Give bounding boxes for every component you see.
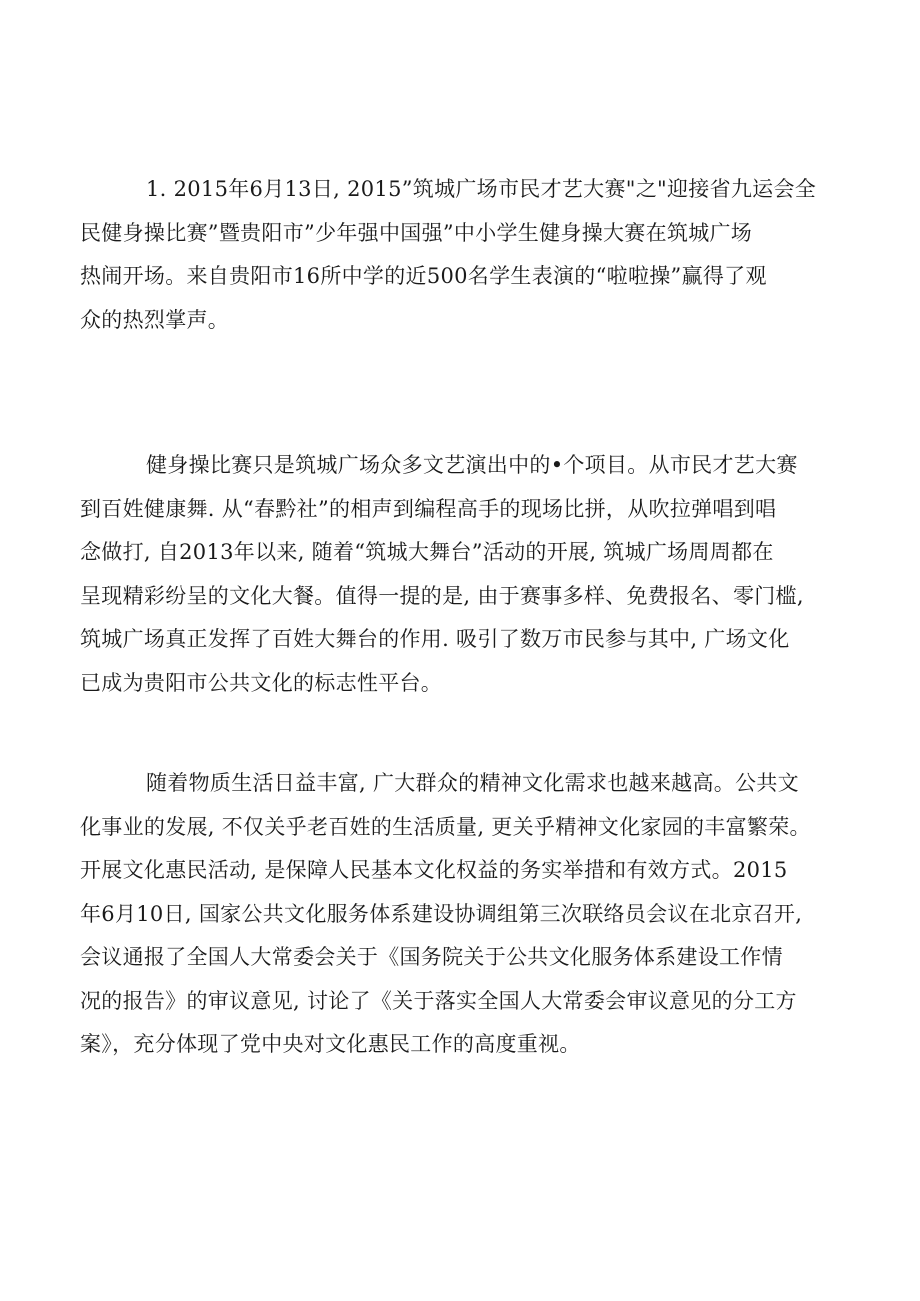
paragraph-line: 念做打, 自2013年以来, 随着“筑城大舞台”活动的开展, 筑城广场周周都在 — [80, 540, 774, 564]
paragraph-line: 筑城广场真正发挥了百姓大舞台的作用. 吸引了数万市民参与其中, 广场文化 — [80, 627, 790, 651]
paragraph-line: 随着物质生活日益丰富, 广大群众的精神文化需求也越来越高。公共文 — [146, 771, 799, 795]
paragraph-line: 呈现精彩纷呈的文化大餐。值得一提的是, 由于赛事多样、免费报名、零门槛, — [80, 583, 804, 608]
paragraph-line: 众的热烈掌声。 — [80, 307, 230, 332]
paragraph-line: 已成为贵阳市公共文化的标志性平台。 — [80, 670, 443, 695]
paragraph-line: 开展文化惠民活动, 是保障人民基本文化权益的务实举措和有效方式。2015 — [80, 858, 788, 882]
paragraph-line: 况的报告》的审议意见, 讨论了《关于落实全国人大常委会审议意见的分工方 — [80, 988, 797, 1013]
paragraph-line: 民健身操比赛”暨贵阳市”少年强中国强”中小学生健身操大赛在筑城广场 — [80, 220, 753, 245]
paragraph-3 — [80, 762, 840, 1067]
paragraph-line: 年6月10日, 国家公共文化服务体系建设协调组第三次联络员会议在北京召开, — [80, 901, 803, 926]
paragraph-line: 热闹开场。来自贵阳市16所中学的近500名学生表演的“啦啦操”赢得了观 — [80, 264, 767, 288]
paragraph-line: 化事业的发展, 不仅关乎老百姓的生活质量, 更关乎精神文化家园的丰富繁荣。 — [80, 814, 811, 839]
paragraph-line: 1. 2015年6月13日, 2015”筑城广场市民才艺大赛"之"迎接省九运会全 — [146, 177, 817, 201]
paragraph-2 — [80, 444, 840, 705]
paragraph-1 — [80, 168, 840, 342]
paragraph-line: 健身操比赛只是筑城广场众多文艺演出中的•个项目。从市民才艺大赛 — [146, 453, 798, 477]
paragraph-line: 案》，充分体现了党中央对文化惠民工作的高度重视。 — [80, 1032, 581, 1056]
paragraph-line: 到百姓健康舞. 从“春黔社”的相声到编程高手的现场比拼，从吹拉弹唱到唱 — [80, 496, 777, 521]
paragraph-line: 会议通报了全国人大常委会关于《国务院关于公共文化服务体系建设工作情 — [80, 945, 783, 969]
